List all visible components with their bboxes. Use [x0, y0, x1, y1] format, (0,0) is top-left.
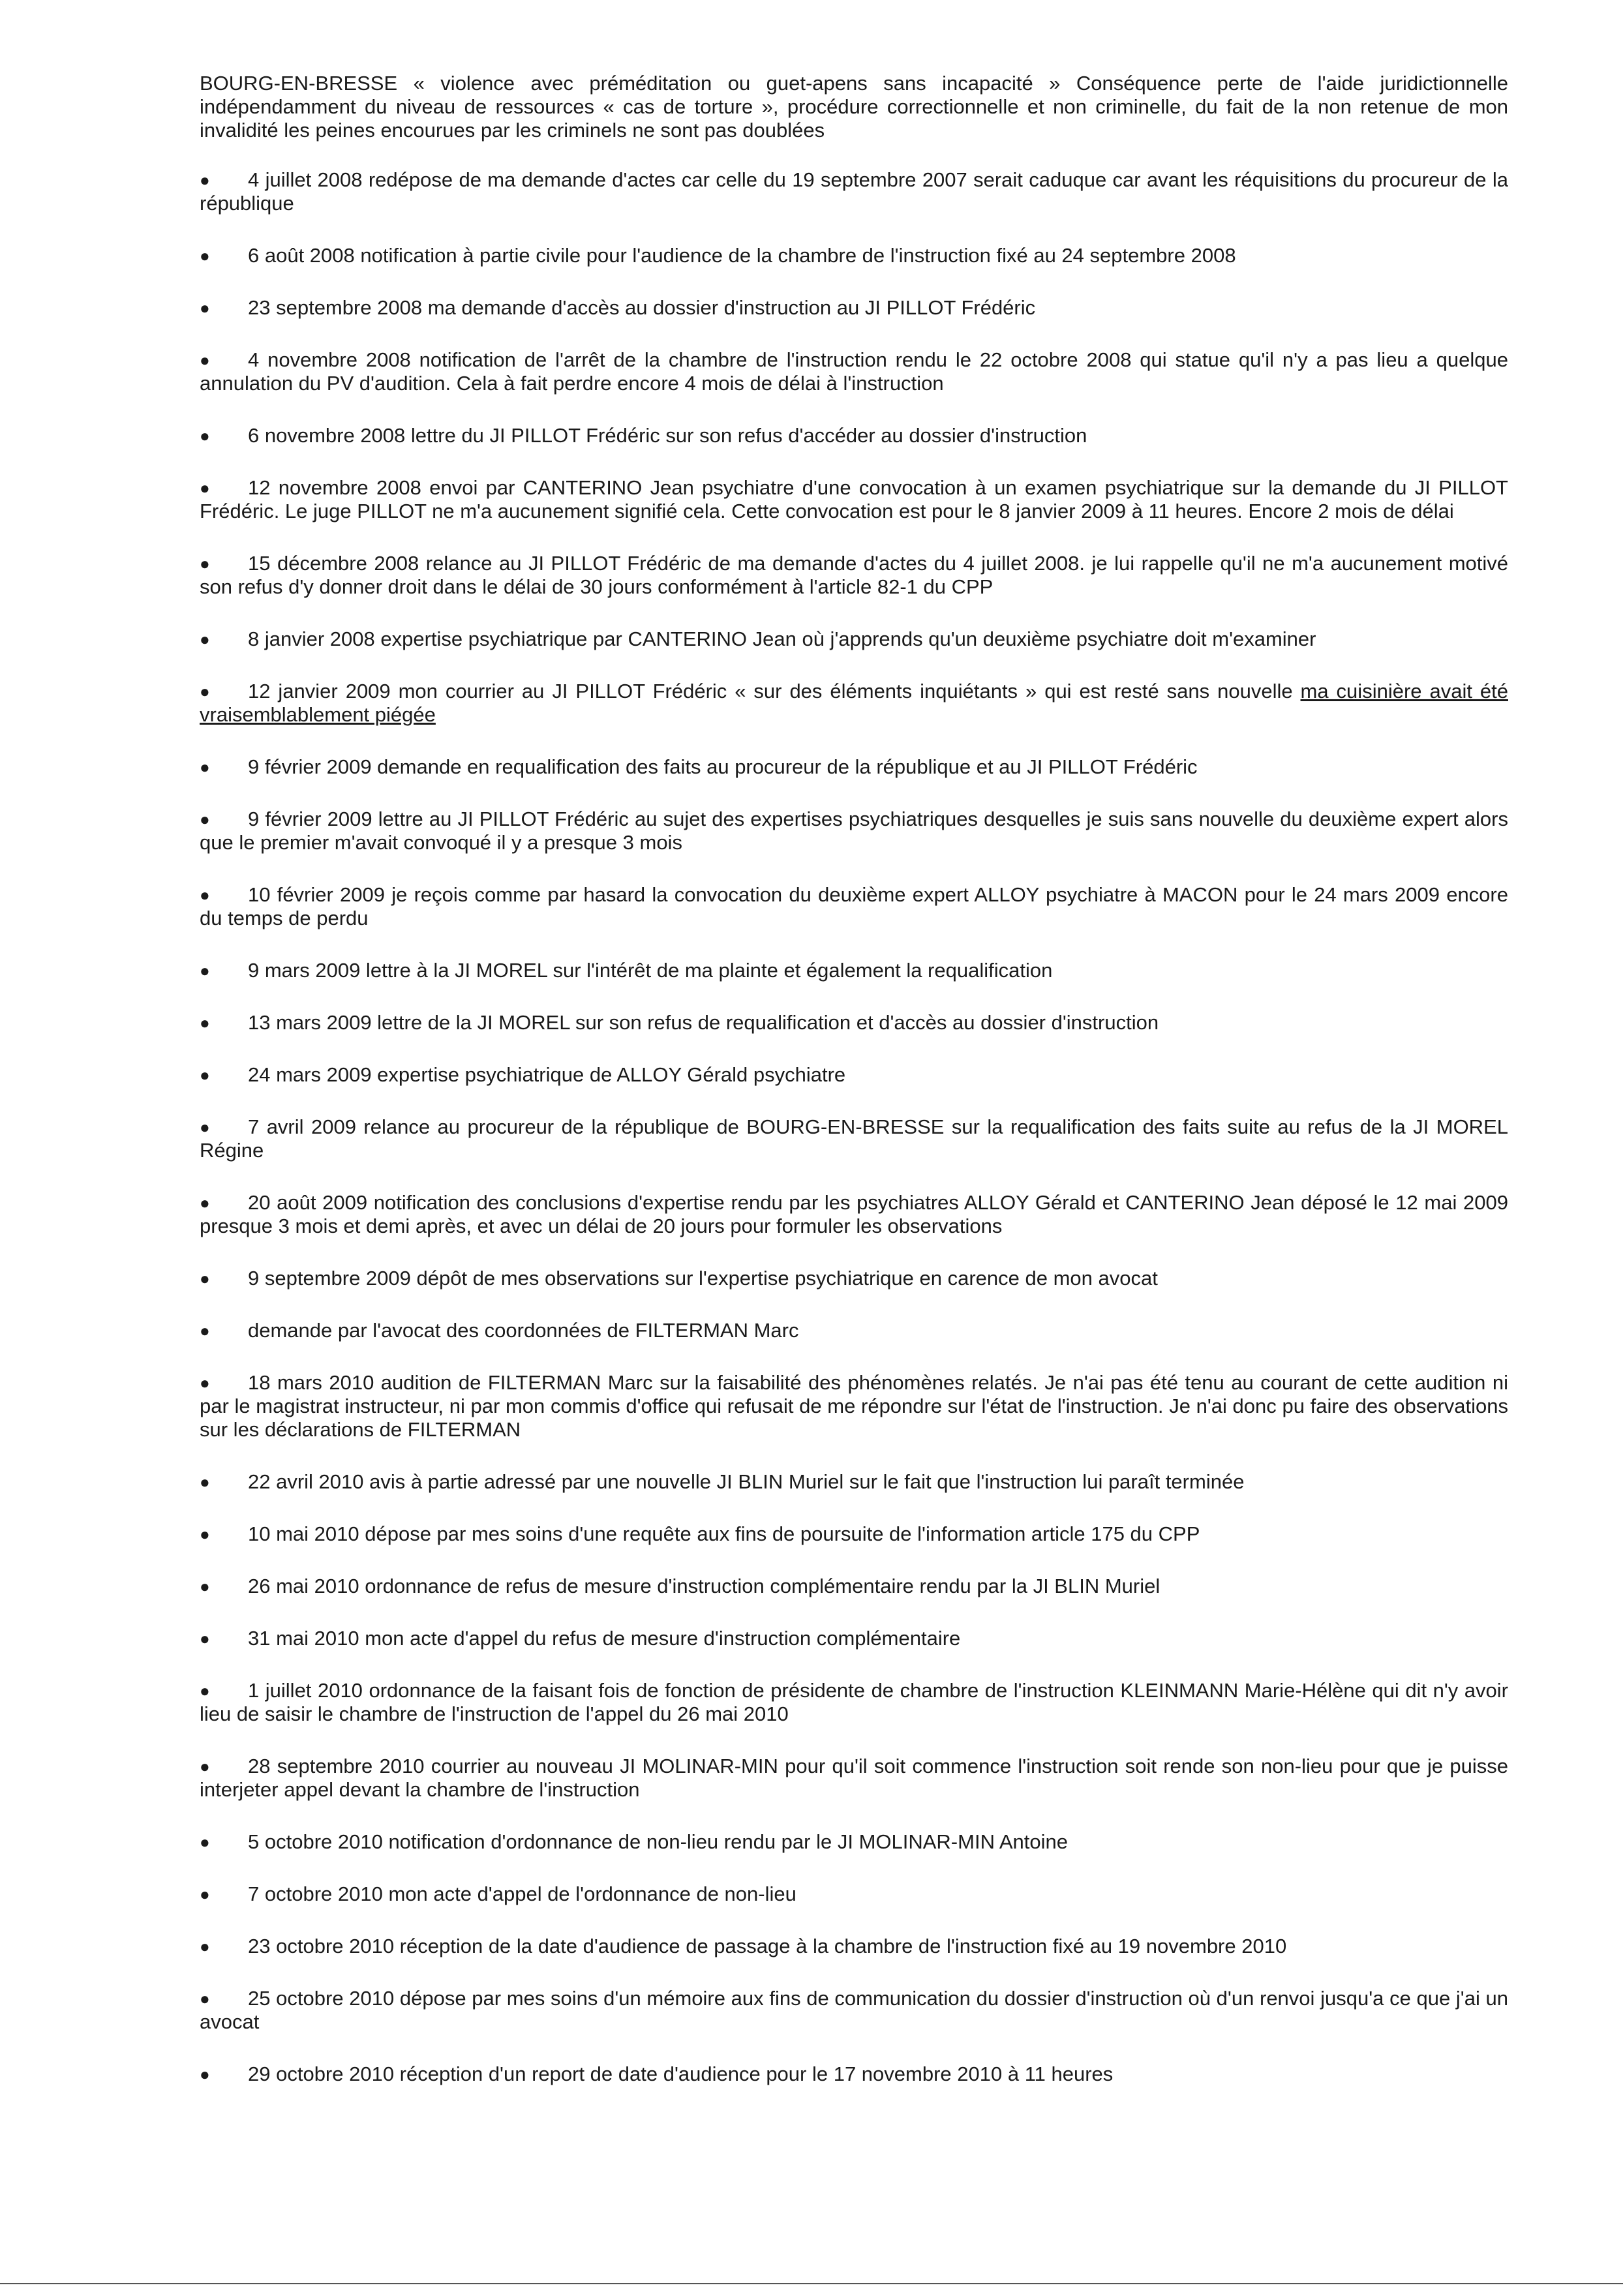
bullet-icon: ●: [200, 170, 210, 190]
bullet-icon: ●: [200, 1321, 210, 1340]
entry-text: 31 mai 2010 mon acte d'appel du refus de mesure d'instruction complémentaire: [248, 1627, 961, 1650]
chronology-list: [200, 168, 1508, 2086]
entry-text: 20 août 2009 notification des conclusions d'expertise rendu par les psychiatres ALLOY Gérald et CANTERINO Jean déposé le 12 mai 2009 presque 3 mois et demi après, et avec un délai de 20 jours pour formuler les observations: [200, 1191, 1508, 1237]
bullet-icon: ●: [200, 1577, 210, 1596]
bullet-icon: ●: [200, 1989, 210, 2008]
entry-text: 1 juillet 2010 ordonnance de la faisant fois de fonction de présidente de chambre de l'instruction KLEINMANN Marie-Hélène qui dit n'y avoir lieu de saisir le chambre de l'instruction de l'appel du 26 mai 2010: [200, 1679, 1508, 1725]
entry-text: 12 janvier 2009 mon courrier au JI PILLOT Frédéric « sur des éléments inquiétants » qui est resté sans nouvelle: [248, 680, 1301, 702]
list-item: [200, 1319, 1508, 1342]
list-item: [200, 168, 1508, 215]
bullet-icon: ●: [200, 885, 210, 905]
bullet-icon: ●: [200, 1681, 210, 1700]
list-item: [200, 1191, 1508, 1238]
list-item: [200, 1679, 1508, 1726]
list-item: [200, 1011, 1508, 1035]
entry-text: 9 février 2009 lettre au JI PILLOT Frédéric au sujet des expertises psychiatriques desquelles je suis sans nouvelle du deuxième expert alors que le premier m'avait convoqué il y a presque 3 mois: [200, 808, 1508, 854]
bullet-icon: ●: [200, 629, 210, 649]
list-item: [200, 1371, 1508, 1442]
bullet-icon: ●: [200, 1629, 210, 1648]
list-item: [200, 808, 1508, 854]
list-item: [200, 1935, 1508, 1958]
entry-text: 4 novembre 2008 notification de l'arrêt de la chambre de l'instruction rendu le 22 octobre 2008 qui statue qu'il n'y a pas lieu a quelque annulation du PV d'audition. Cela à fait perdre encore 4 mois de délai à l'instruction: [200, 348, 1508, 395]
bullet-icon: ●: [200, 426, 210, 446]
entry-text: 5 octobre 2010 notification d'ordonnance de non-lieu rendu par le JI MOLINAR-MIN Antoine: [248, 1830, 1068, 1853]
list-item: [200, 1115, 1508, 1162]
entry-text: 29 octobre 2010 réception d'un report de date d'audience pour le 17 novembre 2010 à 11 heures: [248, 2062, 1114, 2085]
list-item: [200, 1267, 1508, 1290]
list-item: [200, 348, 1508, 395]
entry-text: 7 octobre 2010 mon acte d'appel de l'ordonnance de non-lieu: [248, 1882, 796, 1905]
list-item: [200, 883, 1508, 930]
bullet-icon: ●: [200, 2064, 210, 2084]
list-item: [200, 680, 1508, 727]
bullet-icon: ●: [200, 246, 210, 265]
entry-text: 25 octobre 2010 dépose par mes soins d'un mémoire aux fins de communication du dossier d'instruction où d'un renvoi jusqu'a ce que j'ai un avocat: [200, 1987, 1508, 2033]
list-item: [200, 1987, 1508, 2034]
list-item: [200, 1522, 1508, 1546]
entry-text: demande par l'avocat des coordonnées de FILTERMAN Marc: [248, 1319, 799, 1342]
entry-text: 6 novembre 2008 lettre du JI PILLOT Frédéric sur son refus d'accéder au dossier d'instruction: [248, 424, 1087, 447]
bullet-icon: ●: [200, 1065, 210, 1085]
bullet-icon: ●: [200, 1832, 210, 1852]
bullet-icon: ●: [200, 1472, 210, 1492]
entry-text: 4 juillet 2008 redépose de ma demande d'actes car celle du 19 septembre 2007 serait caduque car avant les réquisitions du procureur de la république: [200, 168, 1508, 215]
entry-text: 7 avril 2009 relance au procureur de la république de BOURG-EN-BRESSE sur la requalification des faits suite au refus de la JI MOREL Régine: [200, 1115, 1508, 1162]
entry-text: 6 août 2008 notification à partie civile pour l'audience de la chambre de l'instruction fixé au 24 septembre 2008: [248, 244, 1236, 267]
list-item: [200, 2062, 1508, 2086]
bullet-icon: ●: [200, 554, 210, 573]
entry-text: 22 avril 2010 avis à partie adressé par une nouvelle JI BLIN Muriel sur le fait que l'instruction lui paraît terminée: [248, 1470, 1245, 1493]
intro-paragraph: BOURG-EN-BRESSE « violence avec préméditation ou guet-apens sans incapacité » Conséquence perte de l'aide juridictionnelle indépendamment du niveau de ressources « cas de torture », procédure correctionnelle et non criminelle, du fait de la non retenue de mon invalidité les peines encourues par les criminels ne sont pas doublées: [200, 72, 1508, 142]
list-item: [200, 424, 1508, 447]
entry-text: 8 janvier 2008 expertise psychiatrique par CANTERINO Jean où j'apprends qu'un deuxième psychiatre doit m'examiner: [248, 627, 1316, 650]
bullet-icon: ●: [200, 1373, 210, 1393]
list-item: [200, 476, 1508, 523]
entry-text: 9 février 2009 demande en requalification des faits au procureur de la république et au JI PILLOT Frédéric: [248, 755, 1198, 778]
list-item: [200, 244, 1508, 267]
bullet-icon: ●: [200, 1117, 210, 1137]
list-item: [200, 1063, 1508, 1087]
bullet-icon: ●: [200, 1757, 210, 1776]
entry-underlined-text: ma cuisinière avait été vraisemblablement piégée: [200, 680, 1508, 726]
entry-text: 13 mars 2009 lettre de la JI MOREL sur son refus de requalification et d'accès au dossier d'instruction: [248, 1011, 1159, 1034]
bullet-icon: ●: [200, 478, 210, 498]
bullet-icon: ●: [200, 1193, 210, 1213]
list-item: [200, 552, 1508, 599]
bullet-icon: ●: [200, 1884, 210, 1904]
entry-text: 23 octobre 2010 réception de la date d'audience de passage à la chambre de l'instruction fixé au 19 novembre 2010: [248, 1935, 1287, 1957]
list-item: [200, 296, 1508, 320]
entry-text: 23 septembre 2008 ma demande d'accès au dossier d'instruction au JI PILLOT Frédéric: [248, 296, 1036, 319]
entry-text: 24 mars 2009 expertise psychiatrique de ALLOY Gérald psychiatre: [248, 1063, 846, 1086]
entry-text: 12 novembre 2008 envoi par CANTERINO Jean psychiatre d'une convocation à un examen psychiatrique sur la demande du JI PILLOT Frédéric. Le juge PILLOT ne m'a aucunement signifié cela. Cette convocation est pour le 8 janvier 2009 à 11 heures. Encore 2 mois de délai: [200, 476, 1508, 522]
entry-text: 10 février 2009 je reçois comme par hasard la convocation du deuxième expert ALLOY psychiatre à MACON pour le 24 mars 2009 encore du temps de perdu: [200, 883, 1508, 929]
entry-text: 15 décembre 2008 relance au JI PILLOT Frédéric de ma demande d'actes du 4 juillet 2008. je lui rappelle qu'il ne m'a aucunement motivé son refus d'y donner droit dans le délai de 30 jours conformément à l'article 82-1 du CPP: [200, 552, 1508, 598]
entry-text: 28 septembre 2010 courrier au nouveau JI MOLINAR-MIN pour qu'il soit commence l'instruction soit rende son non-lieu pour que je puisse interjeter appel devant la chambre de l'instruction: [200, 1755, 1508, 1801]
list-item: [200, 627, 1508, 651]
entry-text: 10 mai 2010 dépose par mes soins d'une requête aux fins de poursuite de l'information article 175 du CPP: [248, 1522, 1200, 1545]
list-item: [200, 959, 1508, 982]
list-item: [200, 1575, 1508, 1598]
document-page: [200, 72, 1508, 2115]
entry-text: 18 mars 2010 audition de FILTERMAN Marc sur la faisabilité des phénomènes relatés. Je n'ai pas été tenu au courant de cette audition ni par le magistrat instructeur, ni par mon commis d'office qui refusait de me répondre sur l'état de l'instruction. Je n'ai donc pu faire des observations sur les déclarations de FILTERMAN: [200, 1371, 1508, 1441]
list-item: [200, 1755, 1508, 1802]
list-item: [200, 1627, 1508, 1650]
bullet-icon: ●: [200, 350, 210, 370]
page-bottom-rule: [0, 2283, 1623, 2284]
bullet-icon: ●: [200, 682, 210, 701]
bullet-icon: ●: [200, 298, 210, 318]
list-item: [200, 755, 1508, 779]
entry-text: 26 mai 2010 ordonnance de refus de mesure d'instruction complémentaire rendu par la JI BLIN Muriel: [248, 1575, 1160, 1597]
list-item: [200, 1882, 1508, 1906]
bullet-icon: ●: [200, 1937, 210, 1956]
bullet-icon: ●: [200, 1524, 210, 1544]
bullet-icon: ●: [200, 757, 210, 777]
bullet-icon: ●: [200, 809, 210, 829]
bullet-icon: ●: [200, 961, 210, 980]
bullet-icon: ●: [200, 1269, 210, 1288]
bullet-icon: ●: [200, 1013, 210, 1033]
entry-text: 9 mars 2009 lettre à la JI MOREL sur l'intérêt de ma plainte et également la requalification: [248, 959, 1053, 982]
entry-text: 9 septembre 2009 dépôt de mes observations sur l'expertise psychiatrique en carence de mon avocat: [248, 1267, 1158, 1290]
list-item: [200, 1830, 1508, 1854]
list-item: [200, 1470, 1508, 1494]
